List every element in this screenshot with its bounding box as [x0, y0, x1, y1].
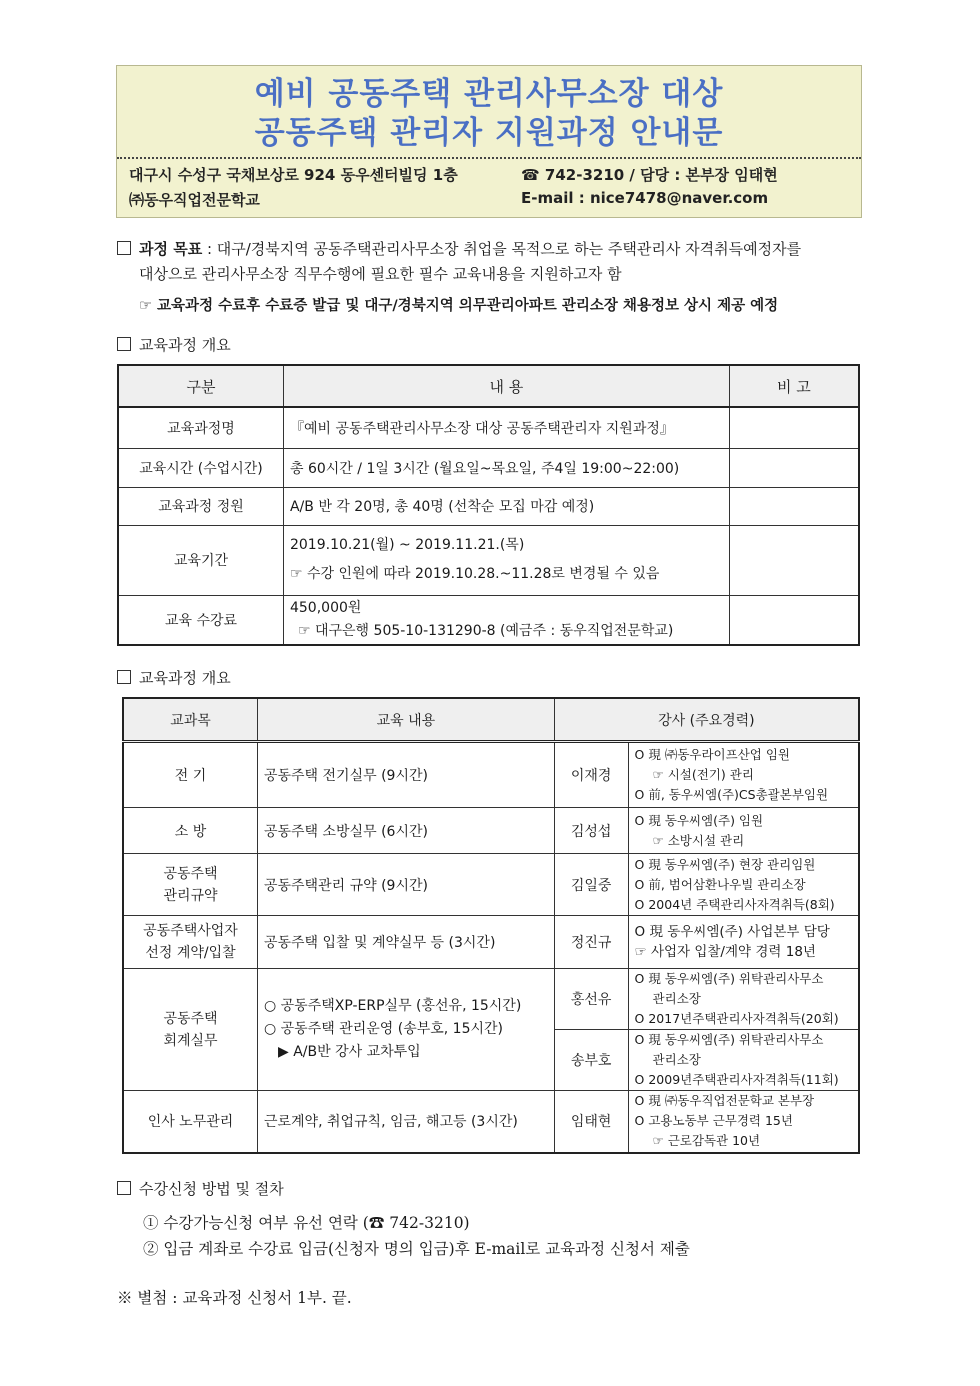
goal-text-1: : 대구/경북지역 공동주택관리사무소장 취업을 목적으로 하는 주택관리사 자격취득예정자를 [202, 240, 802, 258]
goal-label: 과정 목표 [139, 240, 203, 258]
contact-phone: ☎ 742-3210 / 담당 : 본부장 임태현 [521, 166, 778, 184]
curriculum-heading: 교육과정 개요 [117, 667, 231, 688]
column-header: 교과목 [123, 698, 257, 742]
overview-heading: 교육과정 개요 [117, 334, 231, 355]
checkbox-icon [117, 1181, 131, 1195]
column-header: 구분 [118, 365, 283, 407]
table-row: 공동주택사업자 선정 계약/입찰 공동주택 입찰 및 계약실무 등 (3시간) 정진규 O 現 동우씨엠(주) 사업본부 담당 ☞ 사업자 입찰/계약 경력 18년 [123, 916, 859, 969]
table-row: 교육과정명 『예비 공동주택관리사무소장 대상 공동주택관리자 지원과정』 [118, 407, 859, 448]
title-line-2: 공동주택 관리자 지원과정 안내문 [254, 115, 724, 151]
goal-text-2: 대상으로 관리사무소장 직무수행에 필요한 필수 교육내용을 지원하고자 함 [139, 265, 622, 283]
organization: ㈜동우직업전문학교 [129, 191, 260, 209]
attachment-note: ※ 별첨 : 교육과정 신청서 1부. 끝. [117, 1289, 352, 1307]
column-header: 비 고 [729, 365, 859, 407]
column-header: 내 용 [283, 365, 729, 407]
apply-step-1: ① 수강가능신청 여부 유선 연락 (☎ 742-3210) [143, 1214, 470, 1232]
table-row: 공동주택 관리규약 공동주택관리 규약 (9시간) 김일중 O 現 동우씨엠(주) 현장 관리임원 O 前, 범어삼환나우빌 관리소장 O 2004년 주택관리사자격취득(8회) [123, 854, 859, 916]
overview-table [117, 364, 860, 646]
address: 대구시 수성구 국채보상로 924 동우센터빌딩 1층 [129, 166, 458, 184]
table-row: 소 방 공동주택 소방실무 (6시간) 김성섭 O 現 동우씨엠(주) 임원 ☞ 소방시설 관리 [123, 808, 859, 854]
checkbox-icon [117, 241, 131, 255]
table-row: 송부호 O 現 동우씨엠(주) 위탁관리사무소 관리소장 O 2009년주택관리사자격취득(11회) [123, 1030, 859, 1091]
column-header: 교육 내용 [257, 698, 554, 742]
header-box [116, 65, 862, 218]
contact-email: E-mail : nice7478@naver.com [521, 189, 769, 207]
checkbox-icon [117, 670, 131, 684]
table-header-row [118, 365, 859, 407]
curriculum-table [122, 697, 860, 1154]
table-row: 전 기 공동주택 전기실무 (9시간) 이재경 O 現 ㈜동우라이프산업 임원 ☞ 시설(전기) 관리 O 前, 동우씨엠(주)CS총괄본부임원 [123, 742, 859, 808]
table-row: 교육기간 2019.10.21(월) ~ 2019.11.21.(목) ☞ 수강 인원에 따라 2019.10.28.~11.28로 변경될 수 있음 [118, 525, 859, 595]
column-header: 강사 (주요경력) [554, 698, 859, 742]
table-header-row [123, 698, 859, 742]
apply-step-2: ② 입금 계좌로 수강료 입금(신청자 명의 입금)후 E-mail로 교육과정 신청서 제출 [143, 1240, 690, 1258]
goal-note: ☞ 교육과정 수료후 수료증 발급 및 대구/경북지역 의무관리아파트 관리소장 채용정보 상시 제공 예정 [139, 298, 779, 314]
apply-heading: 수강신청 방법 및 절차 [117, 1178, 284, 1199]
table-row: 교육 수강료 450,000원 ☞ 대구은행 505-10-131290-8 (예금주 : 동우직업전문학교) [118, 595, 859, 645]
table-row: 교육과정 정원 A/B 반 각 20명, 총 40명 (선착순 모집 마감 예정) [118, 487, 859, 525]
checkbox-icon [117, 337, 131, 351]
table-row: 교육시간 (수업시간) 총 60시간 / 1일 3시간 (월요일~목요일, 주4일 19:00~22:00) [118, 448, 859, 487]
title-line-1: 예비 공동주택 관리사무소장 대상 [254, 76, 724, 112]
table-row: 공동주택 회계실무 ○ 공동주택XP-ERP실무 (홍선유, 15시간) ○ 공동주택 관리운영 (송부호, 15시간) ▶ A/B반 강사 교차투입 홍선유 O 現 동우씨엠(주) 위탁관리사무소 관리소장 O 2017년주택관리사자격취득(20회) [123, 969, 859, 1030]
goal-line-1 [117, 238, 801, 259]
table-row: 인사 노무관리 근로계약, 취업규칙, 임금, 해고등 (3시간) 임태현 O 現 ㈜동우직업전문학교 본부장 O 고용노동부 근무경력 15년 ☞ 근로감독관 10년 [123, 1091, 859, 1153]
dotted-divider [117, 157, 861, 159]
